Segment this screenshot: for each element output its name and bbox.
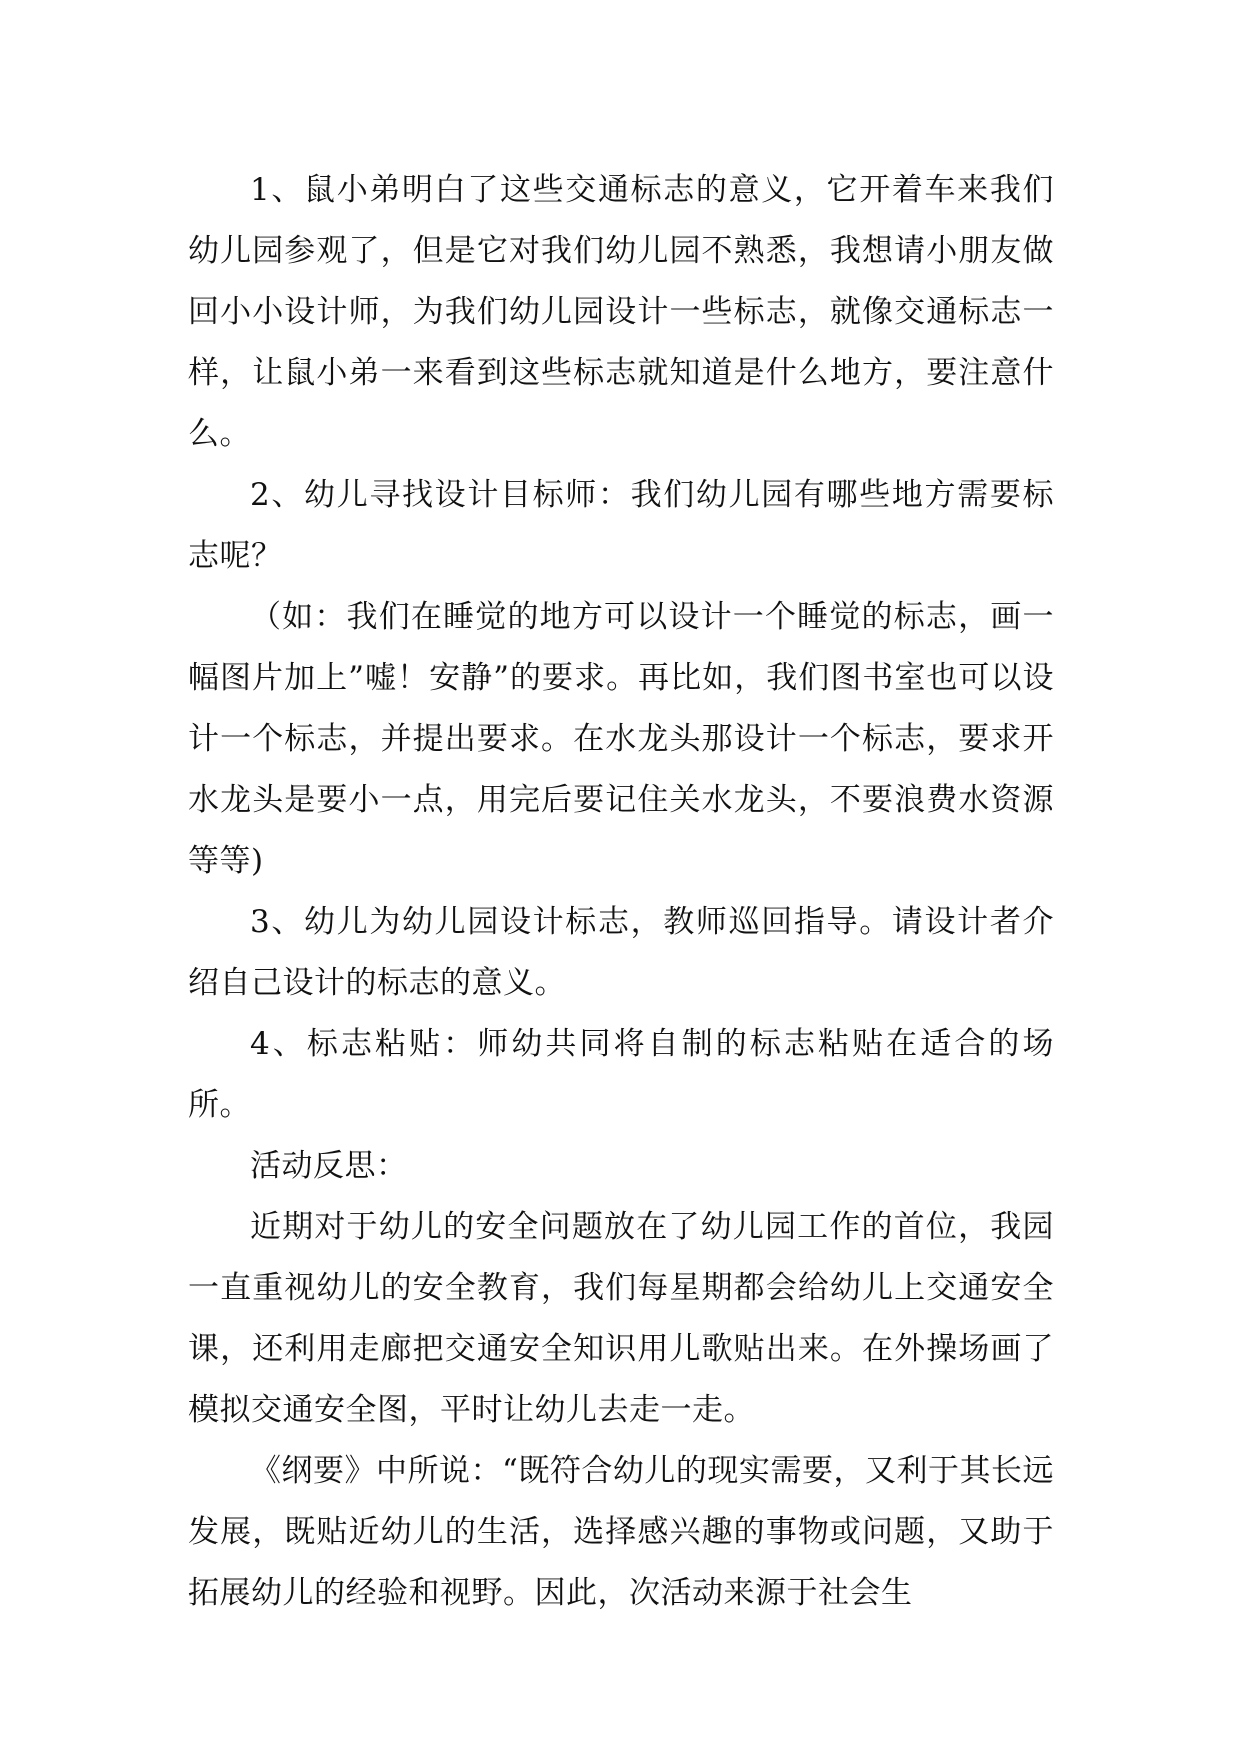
paragraph-step-1: 1、鼠小弟明白了这些交通标志的意义，它开着车来我们幼儿园参观了，但是它对我们幼儿园不熟悉，我想请小朋友做回小小设计师，为我们幼儿园设计一些标志，就像交通标志一样，让鼠小弟一来看到这些标志就知道是什么地方，要注意什么。 xyxy=(188,172,1054,452)
paragraph-step-2: 2、幼儿寻找设计目标师：我们幼儿园有哪些地方需要标志呢？ xyxy=(188,477,1054,574)
document-page xyxy=(188,160,1054,1624)
section-heading-reflection: 活动反思： xyxy=(250,1148,408,1184)
paragraph-example-note: （如：我们在睡觉的地方可以设计一个睡觉的标志，画一幅图片加上”嘘！安静”的要求。再比如，我们图书室也可以设计一个标志，并提出要求。在水龙头那设计一个标志，要求开水龙头是要小一点，用完后要记住关水龙头，不要浪费水资源等等) xyxy=(188,599,1054,879)
paragraph-reflection-2: 《纲要》中所说：“既符合幼儿的现实需要，又利于其长远发展，既贴近幼儿的生活，选择感兴趣的事物或问题，又助于拓展幼儿的经验和视野。因此，次活动来源于社会生 xyxy=(188,1453,1054,1611)
paragraph-step-4: 4、标志粘贴：师幼共同将自制的标志粘贴在适合的场所。 xyxy=(188,1026,1054,1123)
paragraph-step-3: 3、幼儿为幼儿园设计标志，教师巡回指导。请设计者介绍自己设计的标志的意义。 xyxy=(188,904,1054,1001)
paragraph-reflection-1: 近期对于幼儿的安全问题放在了幼儿园工作的首位，我园一直重视幼儿的安全教育，我们每星期都会给幼儿上交通安全课，还利用走廊把交通安全知识用儿歌贴出来。在外操场画了模拟交通安全图，平时让幼儿去走一走。 xyxy=(188,1209,1054,1428)
